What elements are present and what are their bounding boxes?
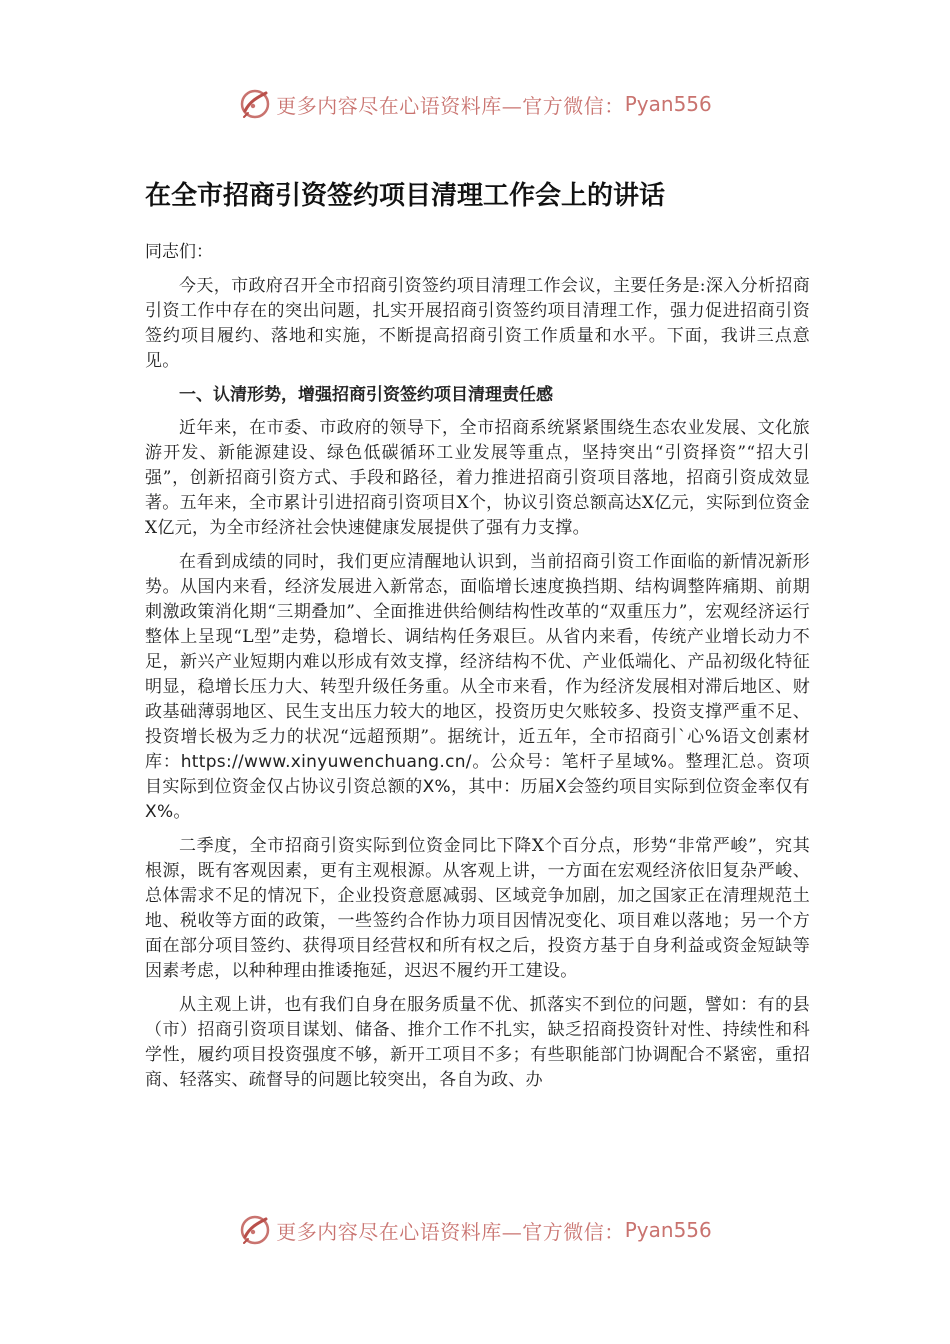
- paragraph-1: 近年来，在市委、市政府的领导下，全市招商系统紧紧围绕生态农业发展、文化旅游开发、新能源建设、绿色低碳循环工业发展等重点，坚持突出“引资择资”“招大引强”，创新招商引资方式、手段和路径，着力推进招商引资项目落地，招商引资成效显著。五年来，全市累计引进招商引资项目X个，协议引资总额高达X亿元，实际到位资金X亿元，为全市经济社会快速健康发展提供了强有力支撑。: [145, 418, 810, 538]
- banner-text: 更多内容尽在心语资料库—官方微信：: [276, 1219, 625, 1244]
- banner-text: 更多内容尽在心语资料库—官方微信：: [276, 93, 625, 118]
- paragraph-2: [145, 550, 810, 825]
- intro-paragraph: 今天，市政府召开全市招商引资签约项目清理工作会议，主要任务是:深入分析招商引资工作中存在的突出问题，扎实开展招商引资签约项目清理工作，强力促进招商引资签约项目履约、落地和实施，不断提高招商引资工作质量和水平。下面，我讲三点意见。: [145, 276, 810, 371]
- paragraph-2-part-b: https://www.xinyuwenchuang.cn/。公众号：笔杆子星域%。整理汇总。资项目实际到位资金仅占协议引资总额的X%，其中：历届X会签约项目实际到位资金率仅有X%。: [145, 752, 810, 822]
- paragraph-2-part-a: 在看到成绩的同时，我们更应清醒地认识到，当前招商引资工作面临的新情况新形势。从国内来看，经济发展进入新常态，面临增长速度换挡期、结构调整阵痛期、前期刺激政策消化期“三期叠加”、全面推进供给侧结构性改革的“双重压力”，宏观经济运行整体上呈现“L型”走势，稳增长、调结构任务艰巨。从省内来看，传统产业增长动力不足，新兴产业短期内难以形成有效支撑，经济结构不优、产业低端化、产品初级化特征明显，稳增长压力大、转型升级任务重。从全市来看，作为经济发展相对滞后地区、财政基础薄弱地区、民生支出压力较大的地区，投资历史欠账较多、投资支撑严重不足、投资增长极为乏力的状况“远超预期”。据统计，近五年，全市招商引`心%语文创素材库：: [145, 552, 810, 772]
- footer-banner: [0, 1210, 950, 1250]
- pen-swirl-logo-icon: [238, 87, 272, 121]
- section-1-heading: 一、认清形势，增强招商引资签约项目清理责任感: [179, 385, 553, 405]
- banner-wechat-id: Pyan556: [624, 1218, 712, 1242]
- document-body: [145, 176, 810, 1102]
- document-title: 在全市招商引资签约项目清理工作会上的讲话: [145, 181, 666, 211]
- paragraph-3: 二季度，全市招商引资实际到位资金同比下降X个百分点，形势“非常严峻”，究其根源，既有客观因素，更有主观根源。从客观上讲，一方面在宏观经济依旧复杂严峻、总体需求不足的情况下，企业投资意愿减弱、区域竞争加剧，加之国家正在清理规范土地、税收等方面的政策，一些签约合作协力项目因情况变化、项目难以落地；另一个方面在部分项目签约、获得项目经营权和所有权之后，投资方基于自身利益或资金短缺等因素考虑，以种种理由推诿拖延，迟迟不履约开工建设。: [145, 836, 810, 981]
- salutation: 同志们：: [145, 242, 213, 262]
- banner-wechat-id: Pyan556: [624, 92, 712, 116]
- header-banner: [0, 84, 950, 124]
- paragraph-4: 从主观上讲，也有我们自身在服务质量不优、抓落实不到位的问题，譬如：有的县（市）招商引资项目谋划、储备、推介工作不扎实，缺乏招商投资针对性、持续性和科学性，履约项目投资强度不够，新开工项目不多；有些职能部门协调配合不紧密，重招商、轻落实、疏督导的问题比较突出，各自为政、办: [145, 995, 810, 1090]
- pen-swirl-logo-icon: [238, 1213, 272, 1247]
